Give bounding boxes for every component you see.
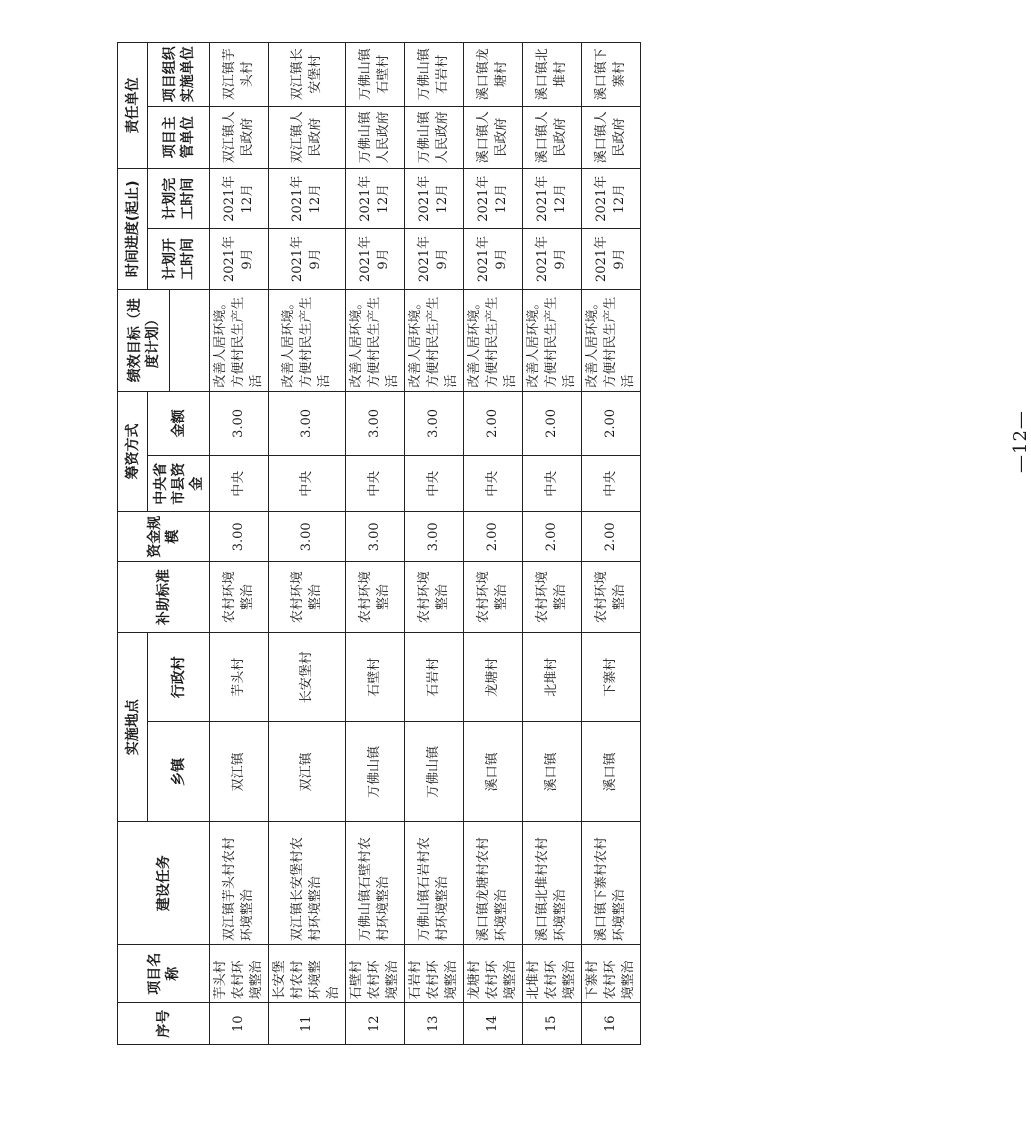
cell-village: 下寨村: [582, 633, 641, 722]
cell-amount: 3.00: [269, 391, 346, 456]
cell-task: 溪口镇北堆村农村环境整治: [523, 822, 582, 945]
cell-seq: 13: [405, 1003, 464, 1045]
table-row: [464, 43, 523, 1045]
cell-amount: 2.00: [582, 391, 641, 456]
cell-town: 万佛山镇: [405, 722, 464, 822]
table-row: [405, 43, 464, 1045]
project-table: [117, 42, 641, 1045]
header-end: 计划完工时间: [148, 169, 210, 229]
cell-implementer: 万佛山镇石岩村: [405, 43, 464, 107]
header-project-name: 项目名称: [118, 945, 210, 1003]
cell-start: 2021年9月: [464, 229, 523, 289]
cell-end: 2021年12月: [269, 169, 346, 229]
cell-task: 双江镇长安堡村农村环境整治: [269, 822, 346, 945]
cell-subsidy: 农村环境整治: [464, 562, 523, 633]
cell-target: 改善人居环境。方便村民生产生活: [346, 289, 405, 391]
cell-village: 芋头村: [210, 633, 269, 722]
table-row: [346, 43, 405, 1045]
header-implementer: 项目组织实施单位: [148, 43, 210, 107]
cell-central-fund: 中央: [210, 456, 269, 512]
table-row: [210, 43, 269, 1045]
cell-central-fund: 中央: [464, 456, 523, 512]
cell-amount: 3.00: [405, 391, 464, 456]
cell-project-name: 长安堡村农村环境整治: [269, 945, 346, 1003]
cell-subsidy: 农村环境整治: [405, 562, 464, 633]
cell-amount: 2.00: [464, 391, 523, 456]
cell-supervisor: 溪口镇人民政府: [464, 106, 523, 168]
cell-central-fund: 中央: [405, 456, 464, 512]
cell-target: 改善人居环境。方便村民生产生活: [523, 289, 582, 391]
cell-supervisor: 双江镇人民政府: [210, 106, 269, 168]
header-location: 实施地点: [118, 633, 148, 822]
cell-amount: 3.00: [210, 391, 269, 456]
cell-project-name: 石岩村农村环境整治: [405, 945, 464, 1003]
cell-implementer: 双江镇长安堡村: [269, 43, 346, 107]
cell-town: 溪口镇: [582, 722, 641, 822]
header-fund-scale: 资金规模: [118, 512, 210, 562]
cell-subsidy: 农村环境整治: [346, 562, 405, 633]
cell-end: 2021年12月: [346, 169, 405, 229]
cell-seq: 16: [582, 1003, 641, 1045]
cell-project-name: 石壁村农村环境整治: [346, 945, 405, 1003]
cell-amount: 2.00: [523, 391, 582, 456]
cell-target: 改善人居环境。方便村民生产生活: [464, 289, 523, 391]
cell-start: 2021年9月: [582, 229, 641, 289]
cell-task: 万佛山镇石壁村农村环境整治: [346, 822, 405, 945]
header-subsidy: 补助标准: [118, 562, 210, 633]
header-village: 行政村: [148, 633, 210, 722]
cell-task: 双江镇芋头村农村环境整治: [210, 822, 269, 945]
cell-start: 2021年9月: [346, 229, 405, 289]
cell-end: 2021年12月: [210, 169, 269, 229]
cell-seq: 15: [523, 1003, 582, 1045]
cell-target: 改善人居环境。方便村民生产生活: [582, 289, 641, 391]
cell-project-name: 龙塘村农村环境整治: [464, 945, 523, 1003]
header-seq: 序号: [118, 1003, 210, 1045]
cell-subsidy: 农村环境整治: [210, 562, 269, 633]
cell-task: 万佛山镇石岩村农村环境整治: [405, 822, 464, 945]
cell-central-fund: 中央: [269, 456, 346, 512]
cell-fund-scale: 3.00: [405, 512, 464, 562]
cell-seq: 11: [269, 1003, 346, 1045]
table-row: [523, 43, 582, 1045]
cell-end: 2021年12月: [582, 169, 641, 229]
cell-supervisor: 双江镇人民政府: [269, 106, 346, 168]
cell-town: 溪口镇: [523, 722, 582, 822]
table-body: [210, 43, 641, 1045]
cell-central-fund: 中央: [582, 456, 641, 512]
cell-end: 2021年12月: [464, 169, 523, 229]
cell-target: 改善人居环境。方便村民生产生活: [405, 289, 464, 391]
cell-implementer: 万佛山镇石壁村: [346, 43, 405, 107]
cell-supervisor: 万佛山镇人民政府: [346, 106, 405, 168]
cell-end: 2021年12月: [523, 169, 582, 229]
cell-amount: 3.00: [346, 391, 405, 456]
cell-seq: 12: [346, 1003, 405, 1045]
header-start: 计划开工时间: [148, 229, 210, 289]
cell-task: 溪口镇下寨村农村环境整治: [582, 822, 641, 945]
cell-subsidy: 农村环境整治: [582, 562, 641, 633]
cell-subsidy: 农村环境整治: [269, 562, 346, 633]
cell-start: 2021年9月: [405, 229, 464, 289]
header-amount: 金额: [148, 391, 210, 456]
cell-fund-scale: 3.00: [269, 512, 346, 562]
cell-town: 双江镇: [269, 722, 346, 822]
cell-start: 2021年9月: [523, 229, 582, 289]
cell-central-fund: 中央: [346, 456, 405, 512]
cell-supervisor: 溪口镇人民政府: [523, 106, 582, 168]
cell-seq: 14: [464, 1003, 523, 1045]
cell-fund-scale: 3.00: [210, 512, 269, 562]
header-central-fund: 中央省市县资金: [148, 456, 210, 512]
cell-town: 双江镇: [210, 722, 269, 822]
cell-end: 2021年12月: [405, 169, 464, 229]
table-row: [582, 43, 641, 1045]
header-task: 建设任务: [118, 822, 210, 945]
cell-implementer: 溪口镇龙塘村: [464, 43, 523, 107]
cell-implementer: 双江镇芋头村: [210, 43, 269, 107]
cell-fund-scale: 2.00: [464, 512, 523, 562]
header-resp: 责任单位: [118, 43, 148, 169]
cell-implementer: 溪口镇北堆村: [523, 43, 582, 107]
table-row: [269, 43, 346, 1045]
header-schedule: 时间进度(起止): [118, 169, 148, 290]
cell-target: 改善人居环境。方便村民生产生活: [210, 289, 269, 391]
cell-village: 龙塘村: [464, 633, 523, 722]
cell-supervisor: 溪口镇人民政府: [582, 106, 641, 168]
cell-village: 石壁村: [346, 633, 405, 722]
cell-start: 2021年9月: [210, 229, 269, 289]
cell-supervisor: 万佛山镇人民政府: [405, 106, 464, 168]
cell-fund-scale: 3.00: [346, 512, 405, 562]
cell-town: 溪口镇: [464, 722, 523, 822]
cell-village: 石岩村: [405, 633, 464, 722]
cell-fund-scale: 2.00: [523, 512, 582, 562]
cell-task: 溪口镇龙塘村农村环境整治: [464, 822, 523, 945]
cell-start: 2021年9月: [269, 229, 346, 289]
cell-project-name: 芋头村农村环境整治: [210, 945, 269, 1003]
cell-subsidy: 农村环境整治: [523, 562, 582, 633]
cell-town: 万佛山镇: [346, 722, 405, 822]
header-raise: 筹资方式: [118, 391, 148, 512]
cell-village: 长安堡村: [269, 633, 346, 722]
cell-fund-scale: 2.00: [582, 512, 641, 562]
cell-central-fund: 中央: [523, 456, 582, 512]
cell-village: 北堆村: [523, 633, 582, 722]
header-supervisor: 项目主管单位: [148, 106, 210, 168]
header-target: 绩效目标（进度计划）: [118, 289, 170, 391]
cell-implementer: 溪口镇下寨村: [582, 43, 641, 107]
cell-project-name: 北堆村农村环境整治: [523, 945, 582, 1003]
header-target-blank: [170, 289, 210, 391]
cell-target: 改善人居环境。方便村民生产生活: [269, 289, 346, 391]
cell-project-name: 下寨村农村环境整治: [582, 945, 641, 1003]
header-town: 乡镇: [148, 722, 210, 822]
cell-seq: 10: [210, 1003, 269, 1045]
page-number: —12—: [1010, 410, 1031, 473]
